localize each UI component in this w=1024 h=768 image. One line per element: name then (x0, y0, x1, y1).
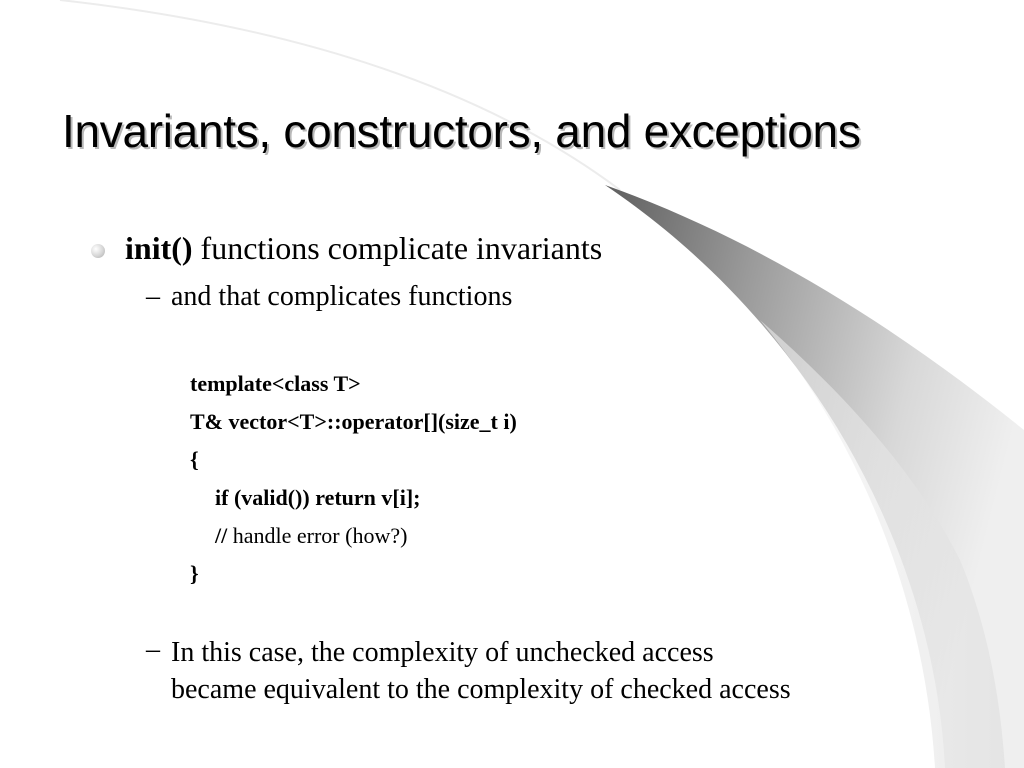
code-block (190, 368, 517, 596)
slide-title: Invariants, constructors, and exceptions (62, 105, 861, 157)
sub-bullet-2-line: In this case, the complexity of unchecked access (171, 637, 714, 668)
sub-bullet-2 (171, 634, 791, 708)
comment-text: handle error (how?) (227, 523, 408, 548)
code-line: { (190, 447, 199, 472)
dash-icon: – (146, 281, 160, 312)
code-line: template<class T> (190, 371, 361, 396)
sub-bullet-1: and that complicates functions (171, 281, 513, 312)
dash-icon: – (146, 634, 160, 665)
sub-bullet-2-line: became equivalent to the complexity of checked access (171, 674, 791, 705)
comment-slashes: // (215, 523, 228, 548)
bullet-icon (91, 244, 105, 258)
bullet-bold-text: init() (125, 230, 193, 266)
code-line-comment (190, 520, 517, 558)
code-line: if (valid()) return v[i]; (215, 485, 421, 510)
code-line: T& vector<T>::operator[](size_t i) (190, 409, 517, 434)
bullet-text: functions complicate invariants (192, 230, 603, 266)
bullet-item-1 (125, 230, 602, 267)
code-line: } (190, 561, 199, 586)
